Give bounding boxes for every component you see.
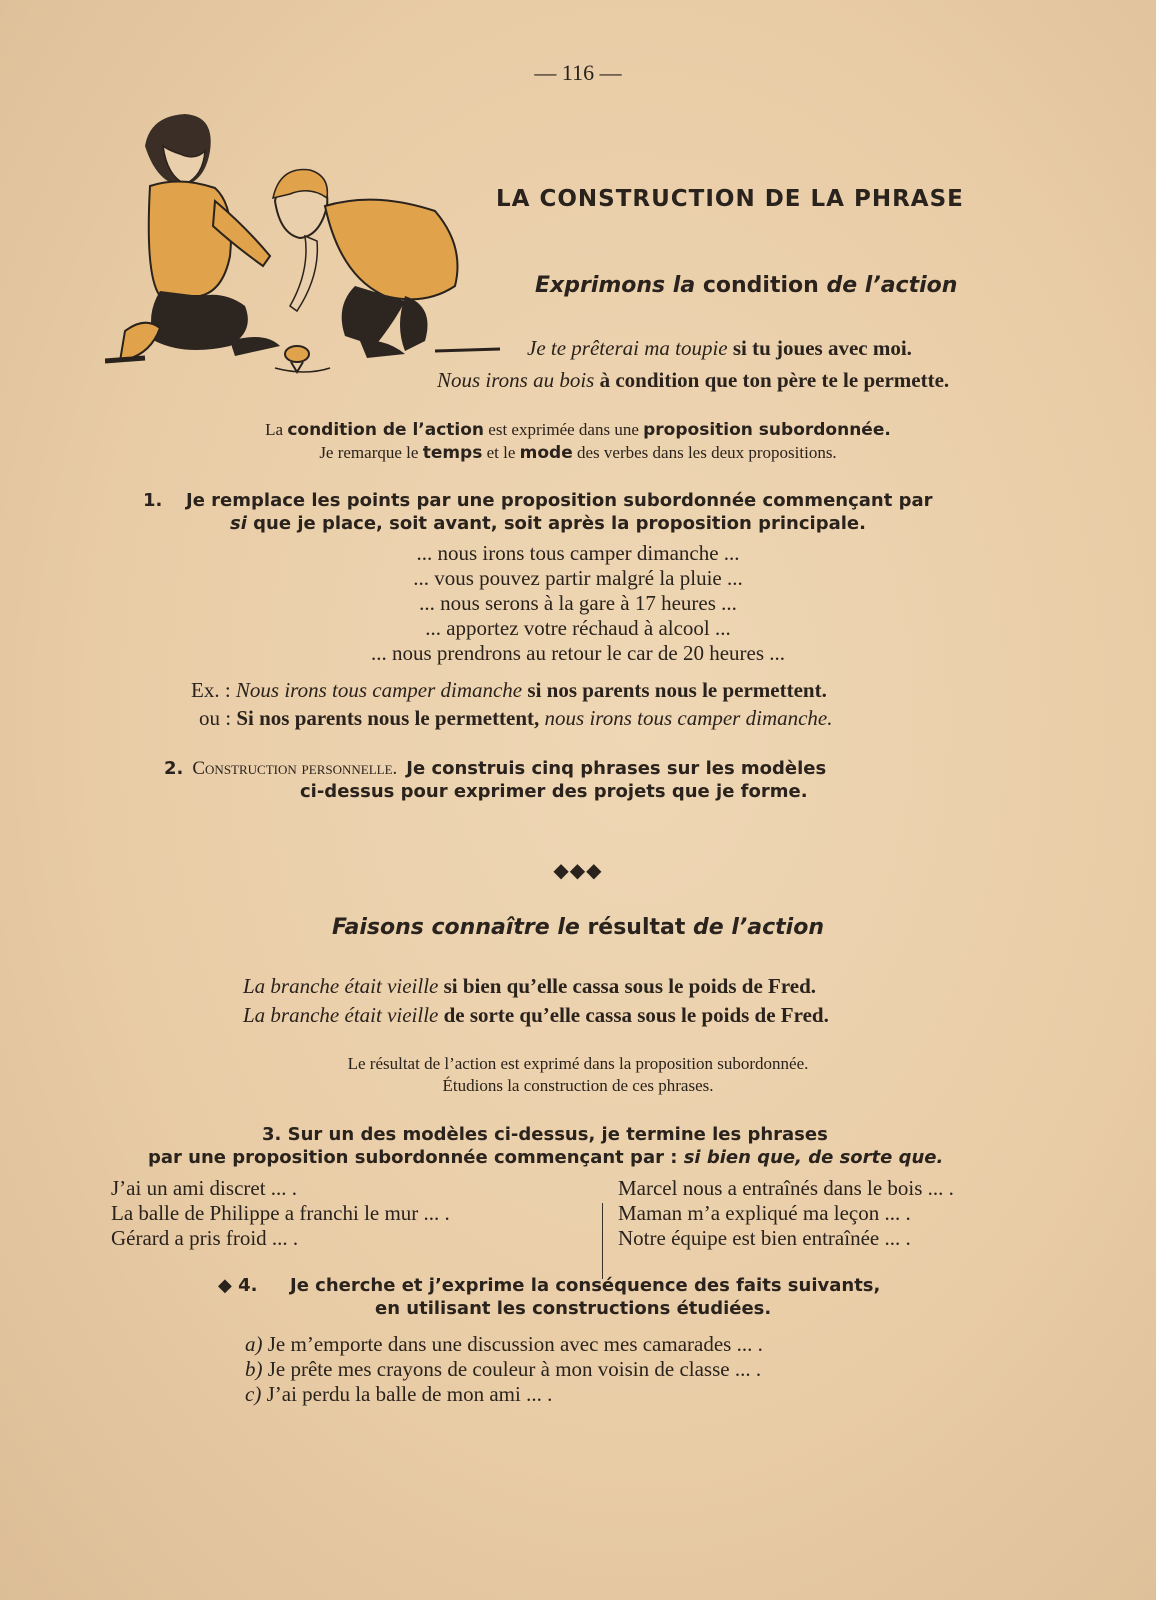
- spinning-top: [275, 346, 330, 372]
- exercise-3-left-item: La balle de Philippe a franchi le mur ... .: [111, 1201, 450, 1225]
- exercise-1-instruction-line2: [230, 513, 866, 534]
- exercise-1-number: 1.: [143, 490, 163, 511]
- example-main-clause: La branche était vieille: [243, 974, 444, 998]
- exercise-3-instruction-line1: 3. Sur un des modèles ci-dessus, je termine les phrases: [262, 1124, 828, 1145]
- example-subordinate: de sorte qu’elle cassa sous le poids de Fred.: [443, 1003, 829, 1027]
- rule-keyword: condition de l’action: [287, 420, 485, 440]
- example-subordinate: Si nos parents nous le permettent,: [236, 706, 545, 730]
- exercise-1-instruction-line1: Je remplace les points par une proposition subordonnée commençant par: [186, 490, 933, 511]
- section1-rule-1: [0, 420, 1156, 440]
- section1-example-2: [437, 368, 949, 393]
- exercise-1-item: ... apportez votre réchaud à alcool ...: [425, 616, 731, 640]
- exercise-3-left-item: Gérard a pris froid ... .: [111, 1226, 299, 1250]
- example-main-clause: Nous irons tous camper dimanche: [235, 678, 528, 702]
- exercise-1-item: ... nous irons tous camper dimanche ...: [416, 541, 740, 565]
- rule-text: La: [265, 420, 288, 439]
- exercise-number: 2.: [164, 758, 184, 779]
- rule-text: est exprimée dans une: [484, 420, 644, 439]
- exercise-3-left-item: J’ai un ami discret ... .: [111, 1176, 298, 1200]
- section1-rule-2: [0, 443, 1156, 463]
- exercise-1-example: [191, 678, 827, 703]
- exercise-label: Construction personnelle.: [192, 758, 398, 779]
- exercise-instruction: Je construis cinq phrases sur les modèles: [406, 758, 827, 779]
- heading-keyword: résultat: [587, 915, 686, 940]
- heading-text: Exprimons la: [535, 273, 703, 298]
- example-lead: ou :: [199, 706, 237, 730]
- exercise-1-example-alt: [199, 706, 833, 731]
- rule-text: Je remarque le: [319, 443, 423, 462]
- exercise-1-item: ... nous serons à la gare à 17 heures ...: [419, 591, 737, 615]
- rule-keyword: mode: [519, 443, 573, 463]
- exercise-4-number: ◆ 4.: [218, 1275, 258, 1296]
- exercise-3-instruction-line2: [148, 1147, 943, 1168]
- section1-example-1: [527, 336, 912, 361]
- instruction-text: par une proposition subordonnée commençant par :: [148, 1147, 684, 1168]
- page-title: LA CONSTRUCTION DE LA PHRASE: [496, 186, 964, 212]
- rule-keyword: proposition subordonnée.: [643, 420, 891, 440]
- heading-text: Faisons connaître le: [331, 915, 588, 940]
- exercise-4-item-a: [245, 1332, 763, 1357]
- rule-text: et le: [482, 443, 520, 462]
- item-letter: a): [245, 1332, 263, 1356]
- rule-text: des verbes dans les deux propositions.: [572, 443, 837, 462]
- exercise-4-instruction-line1: Je cherche et j’exprime la conséquence des faits suivants,: [290, 1275, 881, 1296]
- example-subordinate: à condition que ton père te le permette.: [599, 368, 950, 392]
- example-subordinate: si tu joues avec moi.: [732, 336, 912, 360]
- example-main-clause: Nous irons au bois: [437, 368, 600, 392]
- exercise-3-right-item: Marcel nous a entraînés dans le bois ... .: [618, 1176, 954, 1200]
- section1-heading: [535, 272, 957, 298]
- heading-text: de l’action: [685, 915, 824, 940]
- exercise-4-item-b: [245, 1357, 761, 1382]
- example-main-clause: Je te prêterai ma toupie: [527, 336, 733, 360]
- exercise-3-right-item: Maman m’a expliqué ma leçon ... .: [618, 1201, 911, 1225]
- example-lead: Ex. :: [191, 678, 236, 702]
- section2-rule-2: Étudions la construction de ces phrases.: [442, 1076, 714, 1095]
- exercise-1-item: ... vous pouvez partir malgré la pluie ...: [413, 566, 743, 590]
- boys-spinning-top-illustration: [105, 106, 505, 376]
- exercise-4-item-c: [245, 1382, 552, 1407]
- exercise-3-right-item: Notre équipe est bien entraînée ... .: [618, 1226, 911, 1250]
- page-number: — 116 —: [534, 60, 622, 85]
- section2-example-1: [243, 974, 816, 999]
- section2-example-2: [243, 1003, 829, 1028]
- column-divider: [602, 1203, 603, 1279]
- instruction-keyword: si bien que, de sorte que.: [683, 1147, 944, 1168]
- item-letter: c): [245, 1382, 262, 1406]
- rule-keyword: temps: [422, 443, 483, 463]
- heading-text: de l’action: [818, 273, 958, 298]
- section-separator: ◆◆◆: [553, 860, 603, 882]
- example-main-clause: La branche était vieille: [243, 1003, 444, 1027]
- heading-keyword: condition: [702, 273, 819, 298]
- example-main-clause: nous irons tous camper dimanche.: [544, 706, 833, 730]
- kneeling-boy-figure: [105, 114, 280, 361]
- exercise-4-instruction-line2: en utilisant les constructions étudiées.: [375, 1298, 772, 1319]
- section2-heading: [0, 914, 1156, 940]
- item-text: J’ai perdu la balle de mon ami ... .: [266, 1382, 553, 1406]
- exercise-2-line1: [164, 758, 826, 780]
- exercise-1-item: ... nous prendrons au retour le car de 20 heures ...: [370, 641, 786, 665]
- exercise-2-line2: ci-dessus pour exprimer des projets que je forme.: [300, 781, 808, 802]
- instruction-text: que je place, soit avant, soit après la proposition principale.: [246, 513, 866, 534]
- example-subordinate: si nos parents nous le permettent.: [527, 678, 827, 702]
- item-letter: b): [245, 1357, 263, 1381]
- section2-rule-1: Le résultat de l’action est exprimé dans la proposition subordonnée.: [347, 1054, 809, 1073]
- example-subordinate: si bien qu’elle cassa sous le poids de Fred.: [443, 974, 817, 998]
- item-text: Je prête mes crayons de couleur à mon voisin de classe ... .: [267, 1357, 762, 1381]
- item-text: Je m’emporte dans une discussion avec mes camarades ... .: [267, 1332, 763, 1356]
- instruction-keyword: si: [230, 513, 247, 534]
- crouching-boy-figure: [273, 170, 500, 358]
